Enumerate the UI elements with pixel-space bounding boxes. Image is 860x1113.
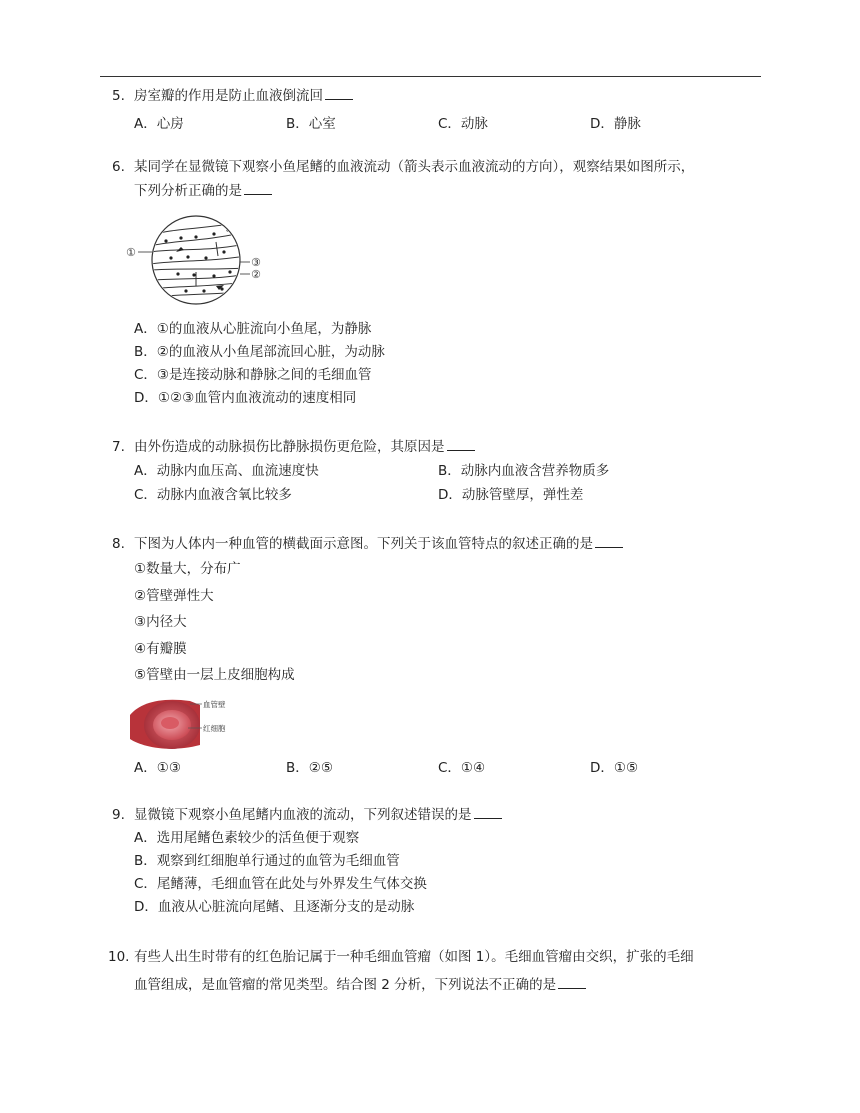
blood-vessel-cross-section-figure bbox=[130, 695, 255, 755]
answer-blank bbox=[244, 182, 272, 195]
question-stem: 下图为人体内一种血管的横截面示意图。下列关于该血管特点的叙述正确的是 bbox=[134, 536, 593, 552]
figure-label-rbc: 红细胞 bbox=[203, 724, 226, 733]
option-b[interactable]: B．心室 bbox=[286, 116, 336, 132]
answer-blank bbox=[447, 438, 475, 451]
figure-label-3: ③ bbox=[251, 256, 261, 269]
option-b[interactable]: B．观察到红细胞单行通过的血管为毛细血管 bbox=[134, 853, 400, 869]
options-row bbox=[112, 756, 772, 780]
question-stem: 某同学在显微镜下观察小鱼尾鳍的血液流动（箭头表示血液流动的方向），观察结果如图所示， bbox=[134, 159, 695, 175]
question-6 bbox=[112, 155, 772, 203]
option-c[interactable]: C．①④ bbox=[438, 760, 486, 776]
statement-4: ④有瓣膜 bbox=[134, 640, 187, 657]
statement-5: ⑤管壁由一层上皮细胞构成 bbox=[134, 667, 295, 683]
option-b[interactable]: B．动脉内血液含营养物质多 bbox=[438, 463, 610, 479]
options-row bbox=[112, 483, 772, 507]
option-a[interactable]: A．选用尾鳍色素较少的活鱼便于观察 bbox=[134, 830, 360, 846]
question-8-options bbox=[112, 756, 772, 780]
question-number: 6. bbox=[112, 159, 125, 175]
figure-label-2: ② bbox=[251, 268, 261, 281]
option-b[interactable]: B．②⑤ bbox=[286, 760, 333, 776]
option-d[interactable]: D．①⑤ bbox=[590, 760, 639, 776]
option-a[interactable]: A．心房 bbox=[134, 116, 184, 132]
question-number: 10. bbox=[108, 949, 130, 965]
question-10 bbox=[108, 945, 768, 997]
question-number: 9. bbox=[112, 807, 125, 823]
question-8 bbox=[112, 532, 772, 689]
figure-label-1: ① bbox=[126, 246, 136, 259]
option-c[interactable]: C．动脉内血液含氧比较多 bbox=[134, 487, 292, 503]
statement-1: ①数量大，分布广 bbox=[134, 561, 241, 577]
option-a[interactable]: A．①③ bbox=[134, 760, 181, 776]
options-row bbox=[112, 459, 772, 483]
question-number: 8. bbox=[112, 536, 125, 552]
question-stem-line2: 下列分析正确的是 bbox=[134, 183, 242, 199]
option-a[interactable]: A．动脉内血压高、血流速度快 bbox=[134, 463, 319, 479]
question-5 bbox=[112, 84, 772, 136]
question-7 bbox=[112, 435, 772, 507]
question-9 bbox=[112, 803, 772, 919]
option-d[interactable]: D．①②③血管内血液流动的速度相同 bbox=[134, 390, 357, 406]
answer-blank bbox=[325, 87, 353, 100]
option-b[interactable]: B．②的血液从小鱼尾部流回心脏，为动脉 bbox=[134, 344, 385, 360]
answer-blank bbox=[595, 535, 623, 548]
figure-label-vessel-wall: 血管壁 bbox=[203, 700, 226, 709]
option-d[interactable]: D．动脉管壁厚，弹性差 bbox=[438, 487, 584, 503]
fish-tail-microscope-figure bbox=[126, 212, 266, 312]
option-d[interactable]: D．血液从心脏流向尾鳍、且逐渐分支的是动脉 bbox=[134, 899, 415, 915]
header-rule bbox=[100, 76, 761, 77]
question-number: 7. bbox=[112, 439, 125, 455]
statement-2: ②管壁弹性大 bbox=[134, 587, 214, 604]
option-c[interactable]: C．动脉 bbox=[438, 116, 488, 132]
options-row bbox=[112, 112, 772, 136]
question-stem: 房室瓣的作用是防止血液倒流回 bbox=[134, 88, 323, 104]
option-c[interactable]: C．尾鳍薄，毛细血管在此处与外界发生气体交换 bbox=[134, 876, 427, 892]
answer-blank bbox=[474, 806, 502, 819]
option-c[interactable]: C．③是连接动脉和静脉之间的毛细血管 bbox=[134, 367, 372, 383]
question-stem-line2: 血管组成，是血管瘤的常见类型。结合图 2 分析，下列说法不正确的是 bbox=[134, 977, 557, 993]
option-d[interactable]: D．静脉 bbox=[590, 116, 641, 132]
question-number: 5. bbox=[112, 88, 125, 104]
question-stem: 显微镜下观察小鱼尾鳍内血液的流动，下列叙述错误的是 bbox=[134, 807, 472, 823]
question-stem: 有些人出生时带有的红色胎记属于一种毛细血管瘤（如图 1）。毛细血管瘤由交织，扩张的毛细 bbox=[134, 949, 694, 965]
answer-blank bbox=[558, 976, 586, 989]
option-a[interactable]: A．①的血液从心脏流向小鱼尾，为静脉 bbox=[134, 321, 372, 337]
question-stem: 由外伤造成的动脉损伤比静脉损伤更危险，其原因是 bbox=[134, 439, 445, 455]
question-6-options bbox=[112, 318, 772, 410]
statement-3: ③内径大 bbox=[134, 614, 187, 630]
